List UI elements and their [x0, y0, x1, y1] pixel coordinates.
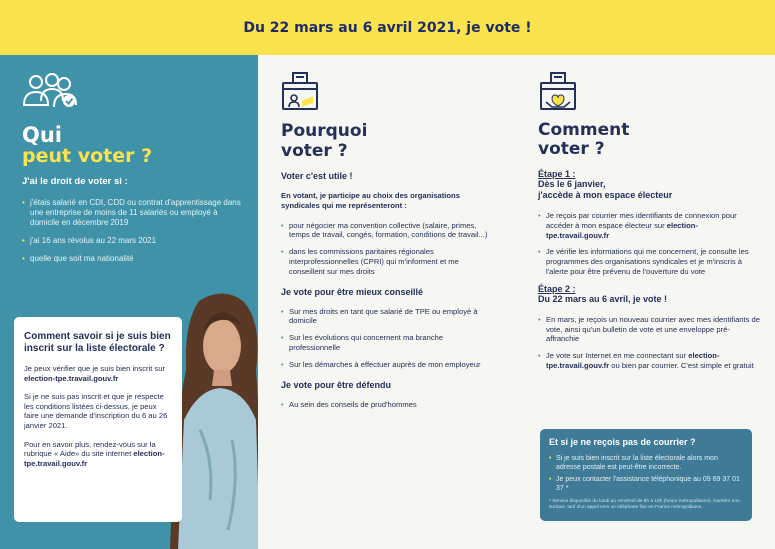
- card-paragraph-help: Pour en savoir plus, rendez-vous sur la rubrique « Aide» du site internet election-tpe.travail.gouv.fr: [24, 439, 165, 468]
- list-item: • Je vote sur Internet en me connectant sur election-tpe.travail.gouv.fr ou bien par courrier. C'est simple et gratuit: [538, 351, 760, 371]
- step2-line: Du 22 mars au 6 avril, je vote !: [538, 293, 668, 304]
- middle-subtitle: Voter c'est utile !: [281, 171, 353, 181]
- middle-content: [281, 171, 496, 416]
- right-column: [518, 55, 775, 549]
- card-paragraph-check: Je peux vérifier que je suis bien inscrit sur election-tpe.travail.gouv.fr: [24, 364, 165, 383]
- middle-title-line2: voter ?: [281, 141, 348, 161]
- list-item: • pour négocier ma convention collective (salaire, primes, temps de travail, congés, formation, conditions de travail...): [281, 221, 496, 241]
- list-item: • quelle que soit ma nationalité: [22, 254, 242, 264]
- list-item: • Sur mes droits en tant que salarié de TPE ou employé à domicile: [281, 307, 496, 327]
- box-footnote: * Service disponible du lundi au vendredi de 8h à 18h (heure métropolitaine). Numéro non surtaxé, tarif d'un appel vers un téléphone fixe en France métropolitaine.: [549, 499, 740, 511]
- banner-text: Du 22 mars au 6 avril 2021, je vote !: [243, 19, 532, 36]
- step1-line1: Dès le 6 janvier,: [538, 179, 606, 189]
- step2-label: Étape 2 :: [538, 283, 576, 294]
- list-item: • Je vérifie les informations qui me concernent, je consulte les programmes des organisations syndicales et je m'inscris à l'alerte pour être prévenu de l'ouverture du vote: [538, 247, 760, 276]
- list-item: • Sur les démarches à effectuer auprès de mon employeur: [281, 360, 496, 370]
- middle-column: [258, 55, 508, 549]
- representation-list: [281, 221, 496, 277]
- left-panel: [0, 55, 258, 549]
- site-link[interactable]: election-tpe.travail.gouv.fr: [24, 373, 119, 383]
- left-title-line2: peut voter ?: [22, 145, 153, 167]
- defense-heading: Je vote pour être défendu: [281, 379, 392, 390]
- advice-heading: Je vote pour être mieux conseillé: [281, 286, 424, 297]
- banner: [0, 0, 775, 55]
- card-title: Comment savoir si je suis bien inscrit sur la liste électorale ?: [24, 331, 171, 354]
- box-list: [549, 455, 743, 493]
- middle-title-line1: Pourquoi: [281, 121, 368, 141]
- list-item: • Sur les évolutions qui concernent ma branche professionnelle: [281, 333, 496, 353]
- step1-label: Étape 1 :: [538, 169, 576, 179]
- site-link[interactable]: election-tpe.travail.gouv.fr: [546, 220, 698, 240]
- right-title-line2: voter ?: [538, 139, 605, 159]
- defense-list: [281, 400, 496, 410]
- people-group-icon: [22, 73, 78, 111]
- no-mail-box: [540, 429, 752, 521]
- left-title-line1: Qui: [22, 123, 63, 147]
- vote-hand-icon: [538, 69, 578, 111]
- list-item: • Au sein des conseils de prud'hommes: [281, 400, 496, 410]
- site-link[interactable]: election-tpe.travail.gouv.fr: [546, 351, 720, 370]
- steps-content: [538, 169, 760, 378]
- woman-photo: [170, 290, 258, 549]
- box-title: Et si je ne reçois pas de courrier ?: [549, 437, 696, 447]
- right-title-line1: Comment: [538, 120, 630, 140]
- step1-list: [538, 211, 760, 277]
- step1-line2: j'accède à mon espace électeur: [538, 190, 673, 200]
- list-item: • j'étais salarié en CDI, CDD ou contrat d'apprentissage dans une entreprise de moins de 11 salariés ou employé à domicile en décembre 2019: [22, 198, 242, 228]
- list-item: • j'ai 16 ans révolus au 22 mars 2021: [22, 236, 242, 246]
- site-link[interactable]: election-tpe.travail.gouv.fr: [24, 449, 165, 468]
- list-item: • Je reçois par courrier mes identifiants de connexion pour accéder à mon espace électeur sur election-tpe.travail.gouv.fr: [538, 211, 760, 240]
- list-item: • En mars, je reçois un nouveau courrier avec mes identifiants de vote, ainsi qu'un bulletin de vote et une enveloppe pré-affranchie: [538, 315, 760, 344]
- step2-list: [538, 315, 760, 371]
- ballot-box-icon: [280, 69, 320, 111]
- eligibility-list: [22, 198, 242, 272]
- registration-card: [14, 317, 182, 522]
- left-subtitle: J'ai le droit de voter si :: [22, 176, 128, 187]
- advice-list: [281, 307, 496, 370]
- middle-intro: En votant, je participe au choix des organisations syndicales qui me représenteront :: [281, 191, 460, 210]
- card-paragraph-register: Si je ne suis pas inscrit et que je respecte les conditions listées ci-dessus, je peux faire une demande d'inscription du 6 au 26 janvier 2021.: [24, 392, 168, 430]
- list-item: • dans les commissions paritaires régionales interprofessionnelles (CPRI) qui m'informent et me conseillent sur mes droits: [281, 247, 496, 276]
- list-item: • Si je suis bien inscrit sur la liste électorale alors mon adresse postale est peut-être incorrecte.: [549, 455, 743, 472]
- list-item: • Je peux contacter l'assistance téléphonique au 09 69 37 01 37 *: [549, 476, 743, 493]
